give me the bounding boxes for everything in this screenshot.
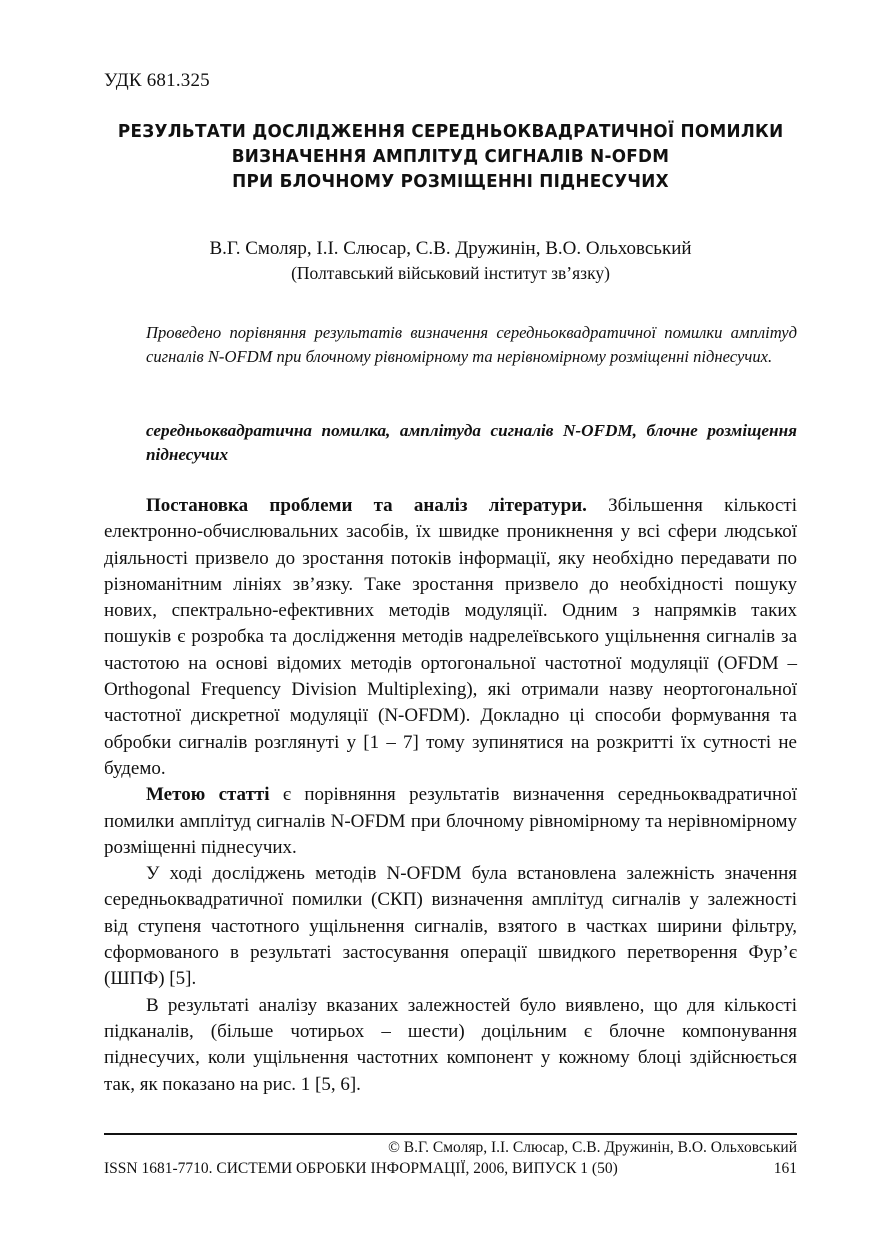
title-line: ПРИ БЛОЧНОМУ РОЗМІЩЕННІ ПІДНЕСУЧИХ	[232, 172, 669, 192]
paragraph-text: Збільшення кількості електронно-обчислювальних засобів, їх швидке проникнення у всі сфери людської діяльності призвело до зростання потоків інформації, яку необхідно передавати по різноманітним лініях зв’язку. Таке зростання призвело до необхідності пошуку нових, спектрально-ефективних методів модуляції. Одним з напрямків таких пошуків є розробка та дослідження методів надрелеївського ущільнення сигналів за частотою на основі відомих методів ортогональної частотної модуляції (OFDM – Orthogonal Frequency Division Multiplexing), які отримали назву неортогональної частотної дискретної модуляції (N-OFDM). Докладно ці способи формування та обробки сигналів розглянуті у [1 – 7] тому зупинятися на розкритті їх сутності не будемо.	[104, 495, 797, 779]
copyright-notice: © В.Г. Смоляр, І.І. Слюсар, С.В. Дружинін, В.О. Ольховський	[388, 1139, 797, 1156]
paper-title	[118, 120, 783, 195]
journal-info: ISSN 1681-7710. СИСТЕМИ ОБРОБКИ ІНФОРМАЦІЇ, 2006, ВИПУСК 1 (50)	[104, 1160, 618, 1177]
keywords: середньоквадратична помилка, амплітуда сигналів N-OFDM, блочне розміщення піднесучих	[146, 421, 797, 464]
paragraph	[104, 861, 797, 992]
authors: В.Г. Смоляр, І.І. Слюсар, С.В. Дружинін, В.О. Ольховський	[209, 238, 692, 259]
title-line: РЕЗУЛЬТАТИ ДОСЛІДЖЕННЯ СЕРЕДНЬОКВАДРАТИЧНОЇ ПОМИЛКИ	[117, 122, 784, 142]
udk-code: УДК 681.325	[104, 70, 210, 91]
section-heading: Метою статті	[146, 784, 270, 806]
body-text	[104, 493, 797, 1098]
section-heading: Постановка проблеми та аналіз літератури.	[146, 495, 587, 516]
paragraph	[104, 782, 797, 861]
paragraph-text: У ході досліджень методів N-OFDM була встановлена залежність значення середньоквадратичної помилки (СКП) визначення амплітуд сигналів у залежності від ступеня частотного ущільнення сигналів, взятого в частках ширини фільтру, сформованого в результаті застосування операції швидкого перетворення Фур’є (ШПФ) [5].	[104, 863, 797, 990]
paragraph-text: є порівняння результатів визначення середньоквадратичної помилки амплітуд сигналів N-OFDM при блочному рівномірному та нерівномірному розміщенні піднесучих.	[104, 784, 797, 858]
paragraph-text: В результаті аналізу вказаних залежностей було виявлено, що для кількості підканалів, (більше чотирьох – шести) доцільним є блочне компонування піднесучих, коли ущільнення частотних компонент у кожному блоці здійснюється так, як показано на рис. 1 [5, 6].	[104, 994, 797, 1095]
abstract: Проведено порівняння результатів визначення середньоквадратичної помилки амплітуд сигналів N-OFDM при блочному рівномірному та нерівномірному розміщенні піднесучих.	[146, 323, 797, 366]
title-line: ВИЗНАЧЕННЯ АМПЛІТУД СИГНАЛІВ N-OFDM	[231, 147, 670, 167]
footer-divider	[104, 1133, 797, 1135]
paragraph	[104, 993, 797, 1098]
affiliation: (Полтавський військовий інститут зв’язку)	[291, 263, 610, 283]
page-number: 161	[773, 1160, 797, 1177]
paragraph	[104, 493, 797, 782]
